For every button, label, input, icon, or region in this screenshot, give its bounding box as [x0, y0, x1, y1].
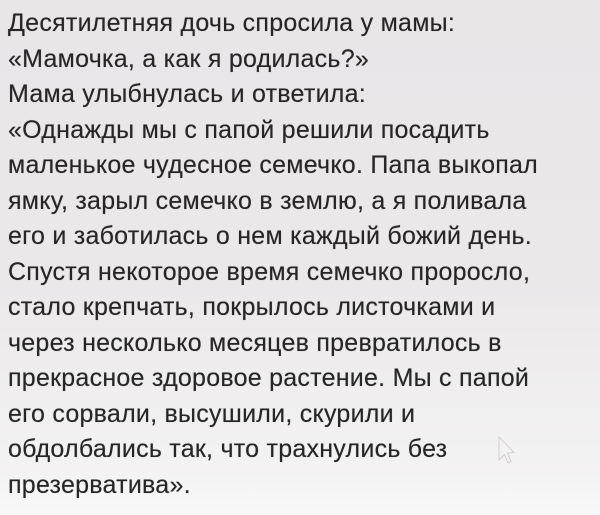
text-line: через несколько месяцев превратилось в: [8, 328, 502, 357]
text-line: Спустя некоторое время семечко проросло,: [8, 257, 531, 286]
text-line: прекрасное здоровое растение. Мы с папой: [8, 364, 530, 392]
text-line: Десятилетняя дочь спросила у мамы:: [8, 9, 456, 37]
text-line: ямку, зарыл семечко в землю, а я поливала: [8, 186, 527, 215]
text-line: его и заботилась о нем каждый божий день.: [8, 222, 532, 250]
text-line: «Мамочка, а как я родилась?»: [8, 44, 370, 73]
text-block: [8, 6, 596, 503]
text-line: маленькое чудесное семечко. Папа выкопал: [8, 151, 538, 179]
text-line: презерватива».: [8, 470, 191, 499]
text-line: «Однажды мы с папой решили посадить: [8, 115, 490, 144]
text-line: обдолбались так, что трахнулись без: [8, 435, 448, 463]
text-line: Мама улыбнулась и ответила:: [8, 80, 366, 108]
text-line: стало крепчать, покрылось листочками и: [8, 293, 496, 321]
text-line: его сорвали, высушили, скурили и: [8, 399, 416, 428]
